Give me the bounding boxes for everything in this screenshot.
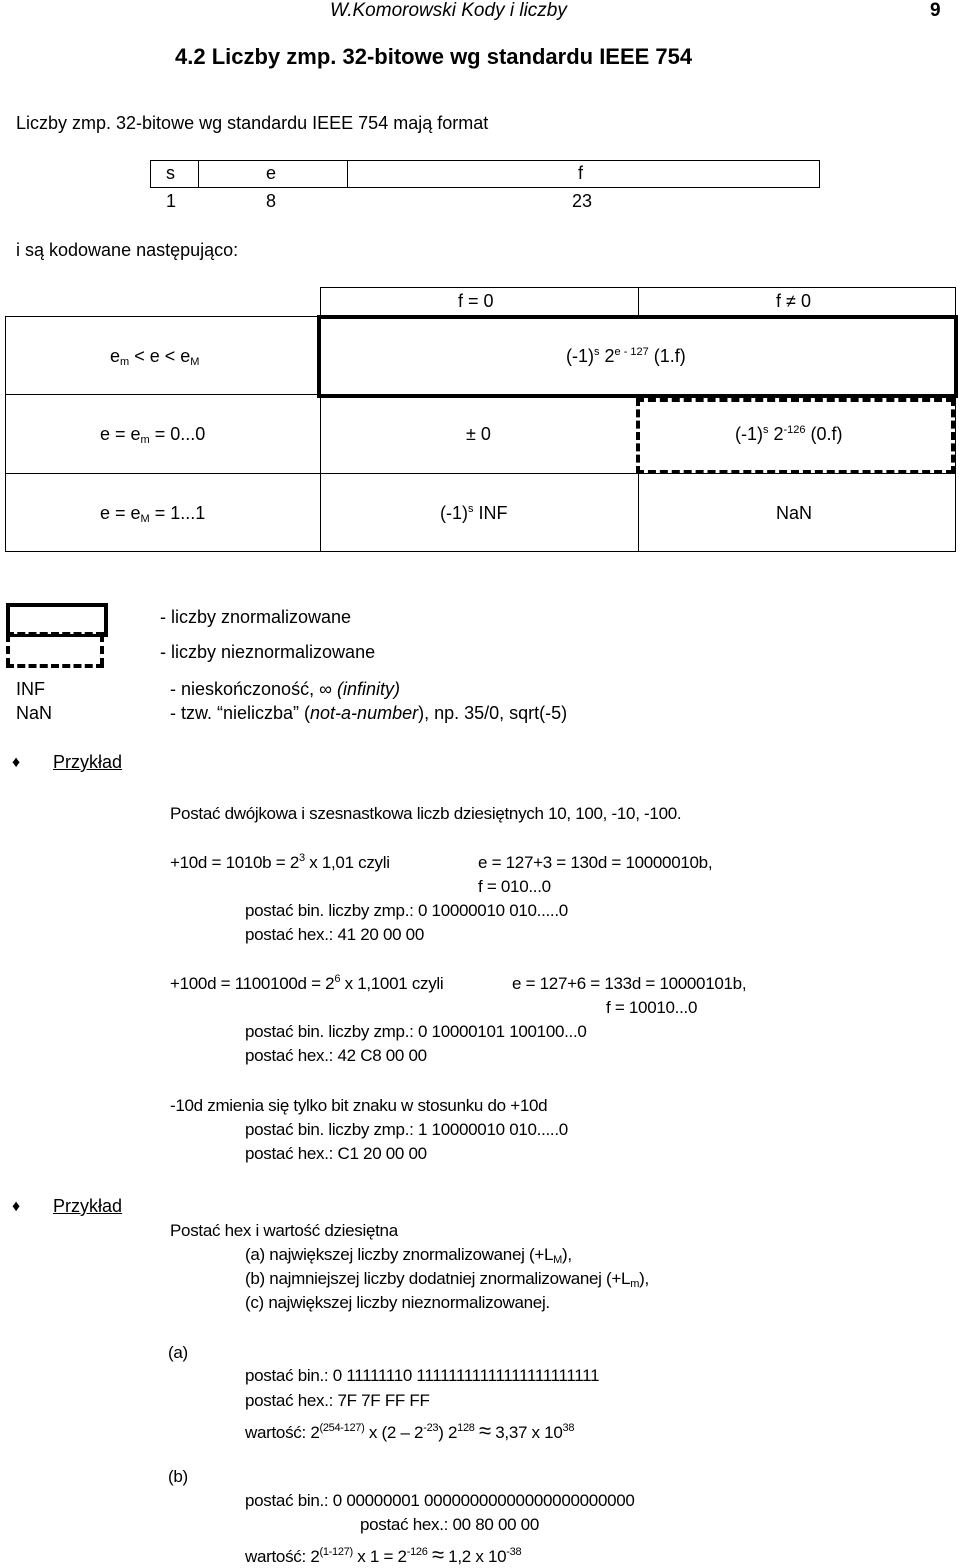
encoding-intro: i są kodowane następująco:	[16, 240, 239, 260]
row-normalized-value: $(-1)^s$ 2$^{e - 127}$ (1.f)	[566, 346, 686, 366]
running-title: W.Komorowski Kody i liczby	[330, 0, 567, 21]
ex2-part-a-binary: postać bin.: 0 11111110 11111111111111111111111	[245, 1366, 600, 1385]
ex2-part-a-hex: postać hex.: 7F 7F FF FF	[245, 1391, 430, 1410]
intro-text: Liczby zmp. 32-bitowe wg standardu IEEE 754 mają format	[16, 113, 489, 133]
ex1-plus100-hex: postać hex.: 42 C8 00 00	[245, 1046, 427, 1065]
example-2-intro: Postać hex i wartość dziesiętna	[170, 1221, 398, 1240]
ex2-part-a-label: (a)	[168, 1343, 188, 1362]
legend-inf-label: INF	[16, 679, 45, 699]
legend-nan-desc: - tzw. “nieliczba” (not-a-number), np. 35/0, sqrt(-5)	[170, 703, 568, 723]
ex2-part-b-label: (b)	[168, 1467, 188, 1486]
ex1-plus10-fraction: f = 010...0	[478, 877, 551, 896]
ex1-minus10-binary: postać bin. liczby zmp.: 1 10000010 010.....0	[245, 1120, 568, 1139]
row-zero-f-zero: ± 0	[466, 424, 491, 444]
ex2-part-b-binary: postać bin.: 0 00000001 00000000000000000000000	[245, 1491, 635, 1510]
ex1-plus10-hex: postać hex.: 41 20 00 00	[245, 925, 424, 944]
diamond-bullet-icon: ♦	[12, 1198, 21, 1215]
ex2-item-c: (c) największej liczby nieznormalizowanej.	[245, 1293, 550, 1312]
ex1-plus10-decomposition: $+10d = 1010b = 2^3$ x 1,01 czyli	[170, 852, 390, 872]
ex2-item-a: (a) największej liczby znormalizowanej $(+L_M)$,	[245, 1245, 572, 1266]
legend-dashed-box	[6, 632, 104, 636]
row-max-f-zero: $(-1)^s$ INF	[440, 503, 508, 523]
ex1-plus100-fraction: f = 10010...0	[606, 998, 698, 1017]
ex1-plus100-decomposition: $+100d = 1100100d = 2^6$ x 1,1001 czyli	[170, 973, 444, 993]
bits-f: 23	[572, 191, 593, 211]
page-number: 9	[930, 0, 941, 21]
legend-inf-desc: - nieskończoność, ∞ (infinity)	[170, 679, 400, 699]
ex2-part-a-value: wartość: 2$^{(254-127)}$ x $(2 - 2^{-23})$ $2^{128} \approx 3,37$ x $10^{38}$	[245, 1418, 575, 1443]
legend-denormalized: - liczby nieznormalizowane	[160, 642, 376, 662]
ex2-part-b-hex: postać hex.: 00 80 00 00	[360, 1515, 539, 1534]
ex1-minus10-hex: postać hex.: C1 20 00 00	[245, 1144, 427, 1163]
ex1-plus100-binary: postać bin. liczby zmp.: 0 10000101 100100...0	[245, 1022, 587, 1041]
ex1-plus10-binary: postać bin. liczby zmp.: 0 10000010 010.....0	[245, 901, 568, 920]
example-2-heading: Przykład	[53, 1196, 123, 1216]
col-header-f-nonzero: f ≠ 0	[776, 291, 811, 311]
legend-nan-label: NaN	[16, 703, 53, 723]
field-f: f	[578, 163, 584, 183]
legend-normalized: - liczby znormalizowane	[160, 607, 352, 627]
denormalized-region-box	[636, 398, 954, 402]
field-s: s	[166, 163, 175, 183]
ex1-plus100-exponent: e = 127+6 = 133d = 10000101b,	[512, 974, 747, 993]
col-header-f-zero: f = 0	[458, 291, 494, 311]
row-normalized-condition: $e_m < e < e_M$	[110, 346, 200, 368]
section-title: 4.2 Liczby zmp. 32-bitowe wg standardu IEEE 754	[175, 44, 693, 69]
example-1-heading: Przykład	[53, 752, 123, 772]
row-max-condition: $e = e_M = 1...1$	[100, 503, 206, 525]
row-max-f-nonzero: NaN	[776, 503, 813, 523]
ex2-item-b: (b) najmniejszej liczby dodatniej znormalizowanej $(+L_m)$,	[245, 1269, 649, 1290]
row-zero-f-nonzero: $(-1)^s$ $2^{-126}$ (0.f)	[735, 424, 843, 444]
bits-e: 8	[266, 191, 277, 211]
example-1-intro: Postać dwójkowa i szesnastkowa liczb dziesiętnych 10, 100, -10, -100.	[170, 804, 682, 823]
ex1-plus10-exponent: e = 127+3 = 130d = 10000010b,	[478, 853, 713, 872]
diamond-bullet-icon: ♦	[12, 754, 21, 771]
ex2-part-b-value: wartość: 2$^{(1-127)}$ x $1 = 2^{-126} \approx 1,2$ x $10^{-38}$	[245, 1542, 522, 1567]
ex1-minus10-note: -10d zmienia się tylko bit znaku w stosunku do +10d	[170, 1096, 548, 1115]
row-zero-condition: $e = e_m = 0...0$	[100, 424, 206, 446]
field-e: e	[266, 163, 277, 183]
bits-s: 1	[166, 191, 177, 211]
